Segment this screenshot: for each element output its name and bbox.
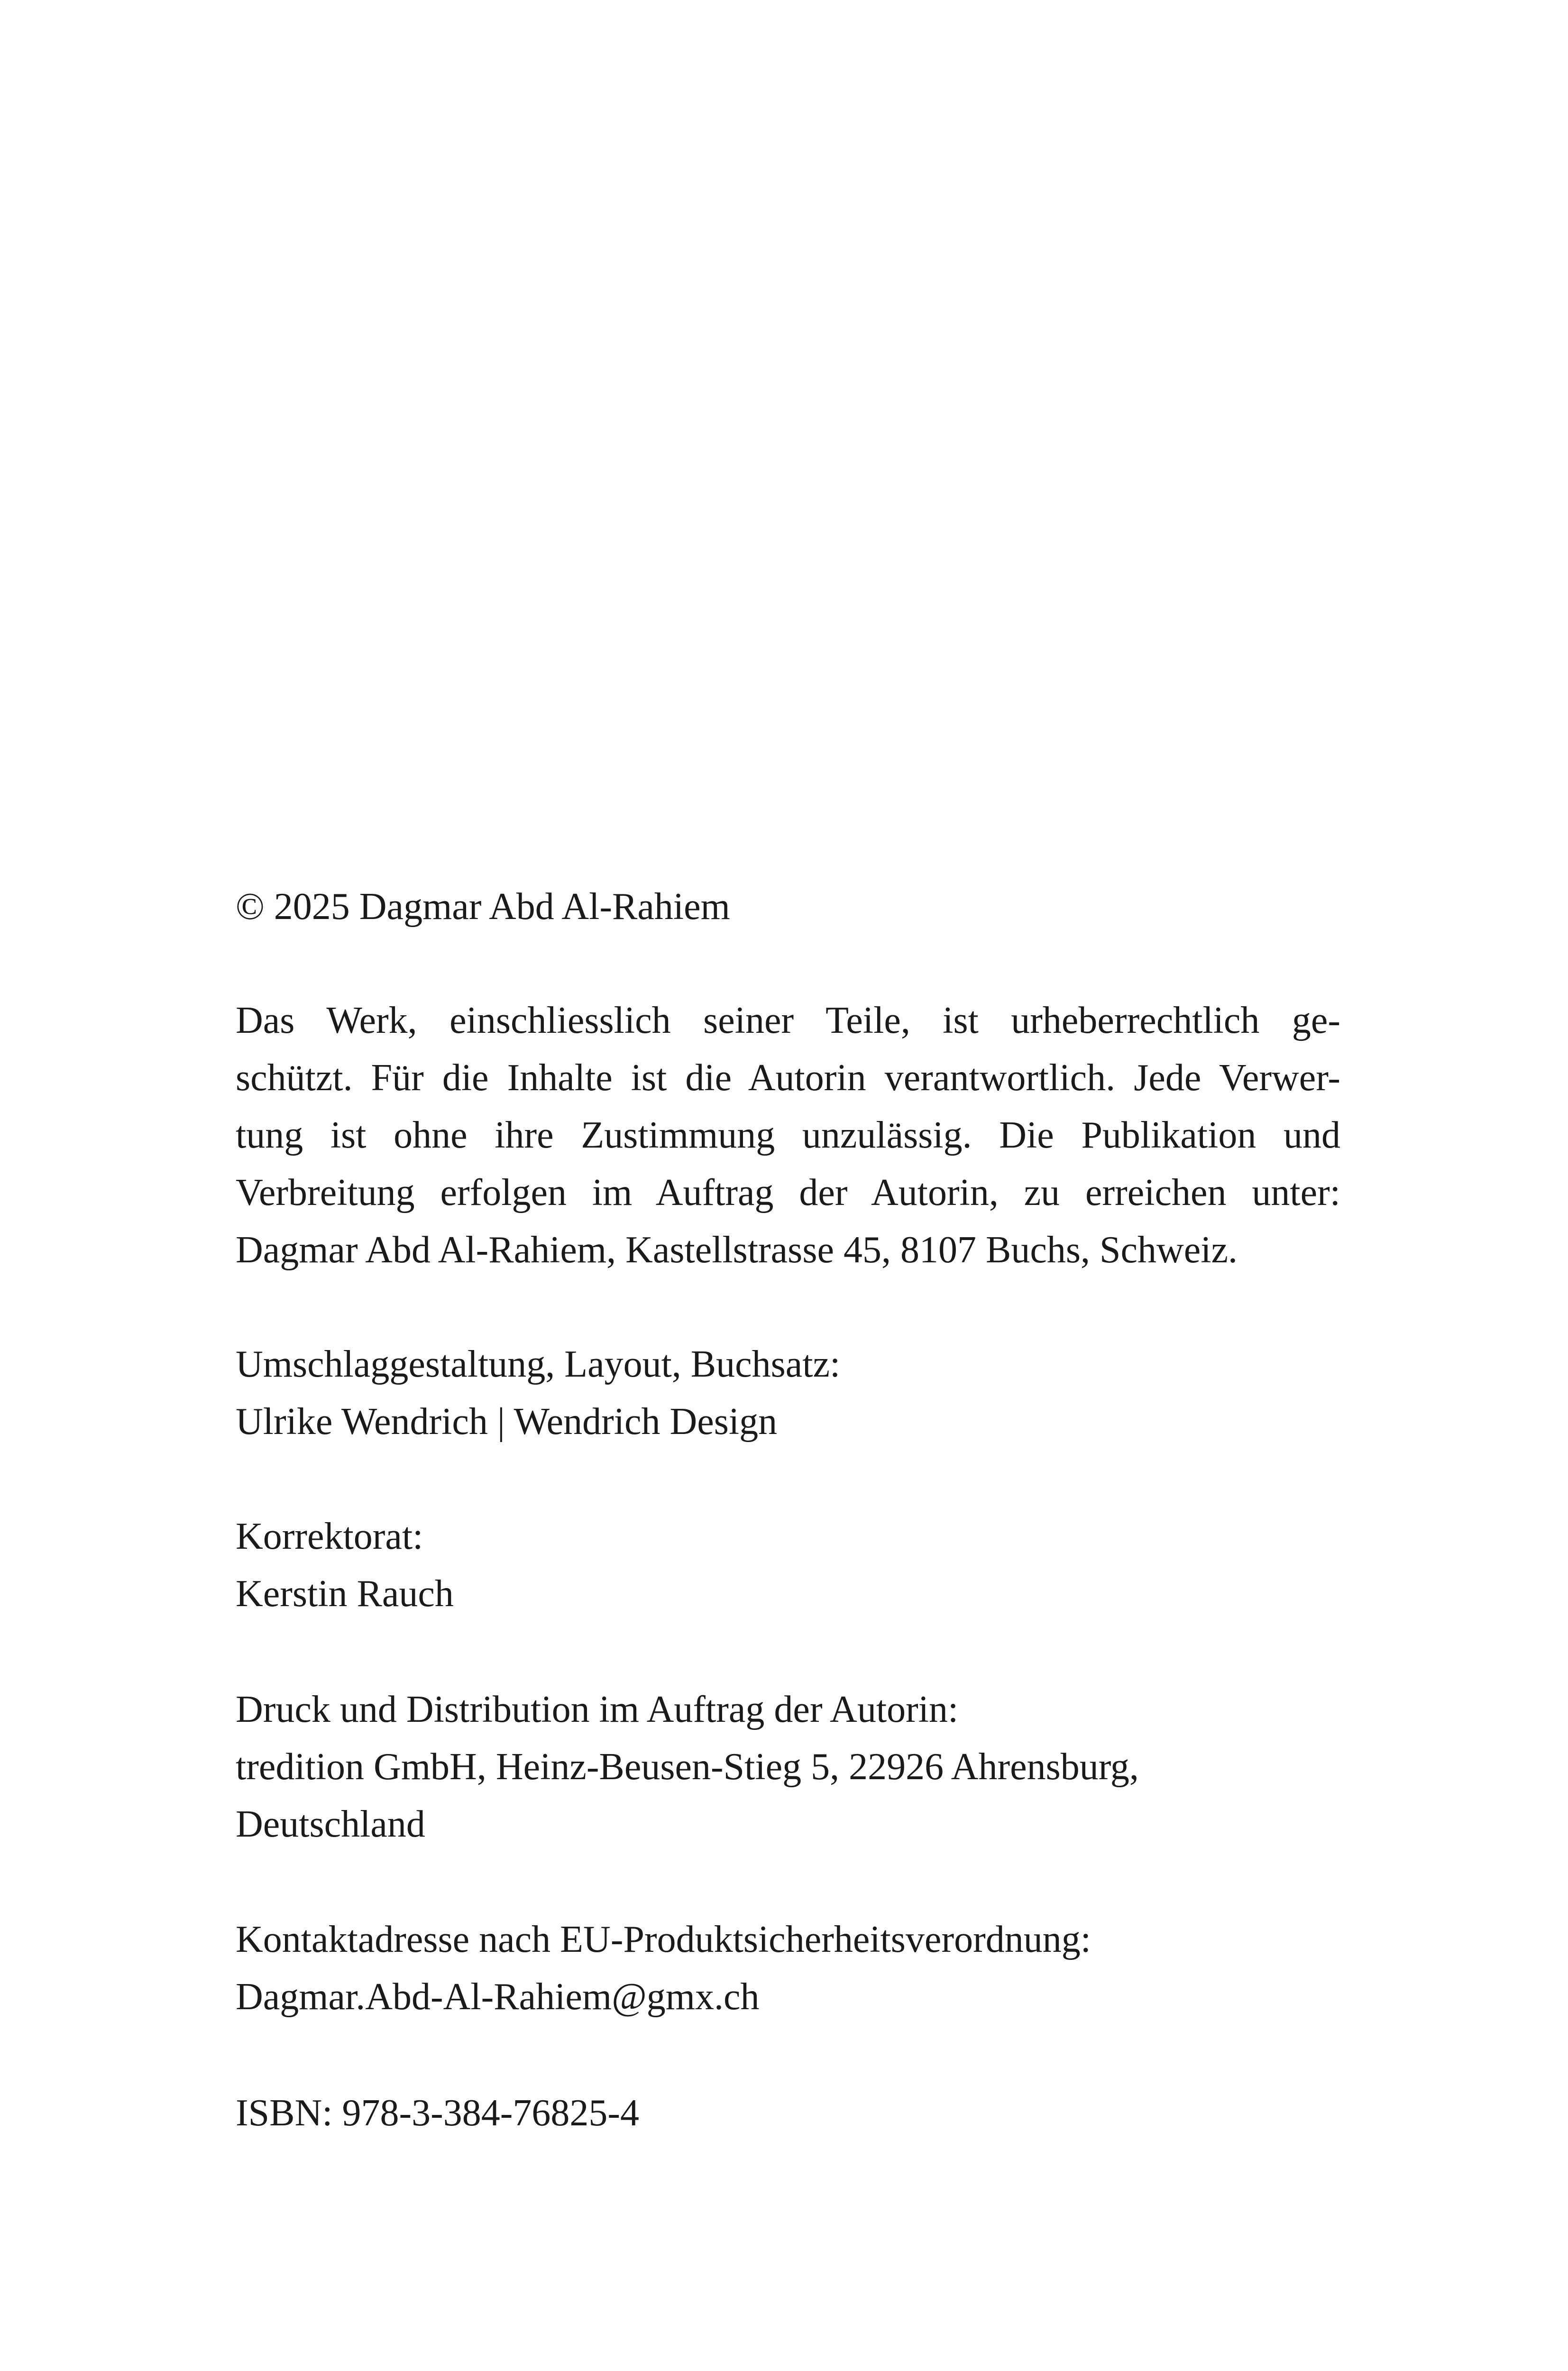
contact-info bbox=[236, 1911, 1340, 2026]
printing-line: tredition GmbH, Heinz-Beusen-Stieg 5, 22926 Ahrensburg, bbox=[236, 1746, 1139, 1788]
copyright-line: © 2025 Dagmar Abd Al-Rahiem bbox=[236, 886, 730, 928]
legal-line: schützt. Für die Inhalte ist die Autorin verantwortlich. Jede Verwer- bbox=[236, 1057, 1340, 1099]
isbn-block bbox=[236, 2085, 1340, 2142]
contact-email: Dagmar.Abd-Al-Rahiem@gmx.ch bbox=[236, 1976, 760, 2018]
design-credit bbox=[236, 1336, 1340, 1451]
design-label: Umschlaggestaltung, Layout, Buchsatz: bbox=[236, 1343, 841, 1385]
legal-line: Verbreitung erfolgen im Auftrag der Autorin, zu erreichen unter: bbox=[236, 1172, 1340, 1213]
design-value: Ulrike Wendrich | Wendrich Design bbox=[236, 1401, 778, 1443]
proofreading-label: Korrektorat: bbox=[236, 1516, 423, 1557]
printing-credit bbox=[236, 1681, 1340, 1853]
printing-label: Druck und Distribution im Auftrag der Autorin: bbox=[236, 1689, 959, 1730]
legal-notice bbox=[236, 992, 1340, 1279]
copyright-notice bbox=[236, 878, 1340, 936]
legal-line: Dagmar Abd Al-Rahiem, Kastellstrasse 45, 8107 Buchs, Schweiz. bbox=[236, 1229, 1238, 1271]
contact-label: Kontaktadresse nach EU-Produktsicherheitsverordnung: bbox=[236, 1919, 1091, 1960]
proofreading-value: Kerstin Rauch bbox=[236, 1573, 454, 1615]
legal-line: tung ist ohne ihre Zustimmung unzulässig. Die Publikation und bbox=[236, 1114, 1340, 1156]
isbn-number: ISBN: 978-3-384-76825-4 bbox=[236, 2092, 640, 2134]
legal-line: Das Werk, einschliesslich seiner Teile, ist urheberrechtlich ge- bbox=[236, 1000, 1340, 1041]
proofreading-credit bbox=[236, 1508, 1340, 1623]
printing-line: Deutschland bbox=[236, 1803, 425, 1845]
